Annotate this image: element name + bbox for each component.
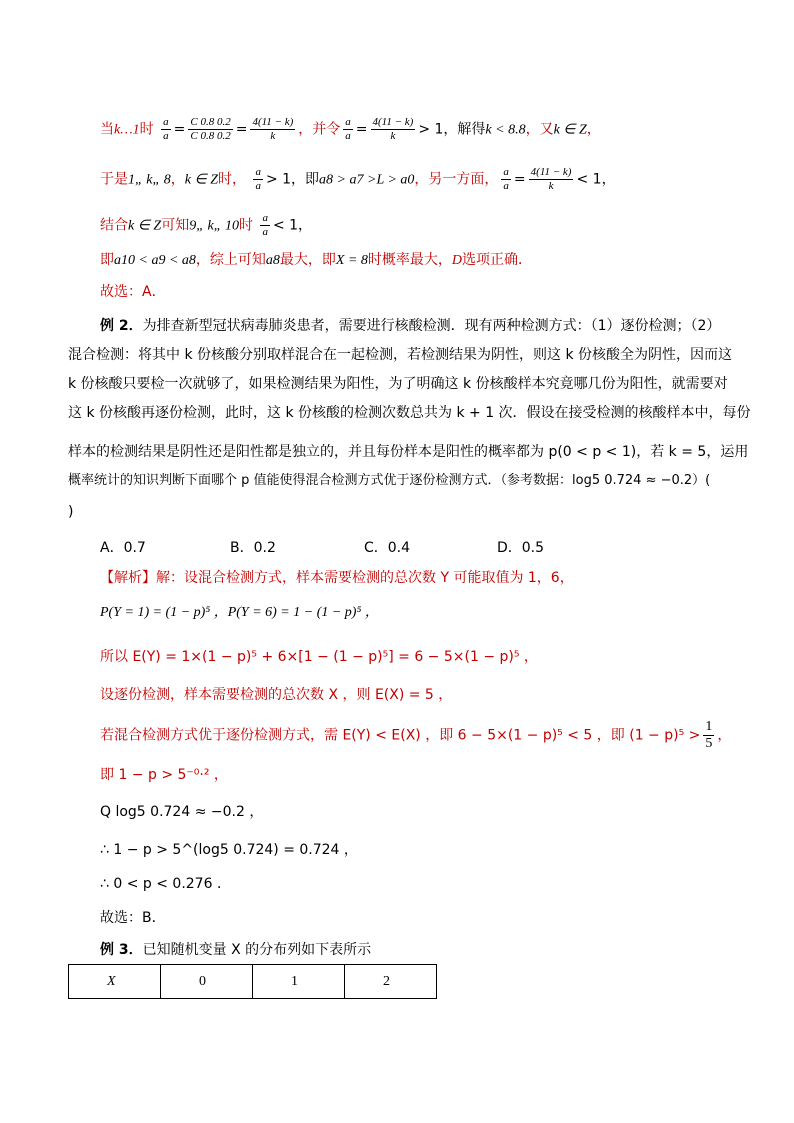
fraction xyxy=(371,116,416,143)
example-label: 例 2． xyxy=(100,318,143,334)
math-expr: k ∈ Z xyxy=(553,122,587,138)
denominator: k xyxy=(548,180,554,192)
numerator: 4(11 − k) xyxy=(530,166,572,178)
analysis-tag: 【解析】 xyxy=(100,570,156,586)
text: 时 xyxy=(239,217,253,234)
denominator: k xyxy=(390,130,396,142)
denominator: a xyxy=(255,180,261,192)
fraction xyxy=(250,116,295,143)
example-2-paragraph-3: k 份核酸只要检一次就够了，如果检测结果为阳性，为了明确这 k 份核酸样本究竟哪几份为阳性，就需要对 xyxy=(68,376,728,392)
text: = xyxy=(355,121,368,138)
solution-2-line-3: 所以 E(Y) = 1×(1 − p)⁵ + 6×[1 − (1 − p)⁵] = 6 − 5×(1 − p)⁵ ， xyxy=(100,649,538,665)
numerator: 4(11 − k) xyxy=(372,116,414,128)
numerator: a xyxy=(345,116,351,128)
option-b: B．0.2 xyxy=(230,540,276,556)
example-3-paragraph xyxy=(100,940,371,960)
text: ，综上可知 xyxy=(195,252,266,268)
text: 于是 xyxy=(100,171,128,188)
example-2-paragraph-4: 这 k 份核酸再逐份检测，此时，这 k 份核酸的检测次数总共为 k + 1 次．假设在接受检测的核酸样本中，每份 xyxy=(68,405,751,421)
math-expr: k ∈ Z xyxy=(128,218,162,234)
denominator: a xyxy=(262,226,268,238)
table-cell: 0 xyxy=(161,965,253,999)
math-expr: a8 > a7 >L > a0 xyxy=(319,172,415,188)
answer-line: 故选：A． xyxy=(100,284,166,300)
math-expr: 9„ k„ 10 xyxy=(189,218,239,234)
text: 时， xyxy=(218,171,246,188)
fraction xyxy=(161,116,171,143)
text: ，另一方面， xyxy=(414,171,499,188)
math-expr: a10 < a9 < a8 xyxy=(114,253,196,268)
fraction xyxy=(188,116,232,143)
math-expr: D xyxy=(451,253,463,268)
text: 即 xyxy=(100,252,114,268)
numerator: C 0.8 0.2 xyxy=(190,116,231,128)
text: ， xyxy=(586,121,601,138)
math-expr: k ∈ Z xyxy=(184,172,218,188)
solution-line-2 xyxy=(100,166,616,193)
example-2-paragraph-1 xyxy=(100,316,720,336)
text: 选项正确． xyxy=(462,252,533,268)
math-expr: k…1 xyxy=(114,122,140,138)
fraction xyxy=(529,166,574,193)
text: 当 xyxy=(100,121,114,138)
numerator: a xyxy=(255,166,261,178)
solution-2-line-5 xyxy=(100,719,731,752)
text: < 1， xyxy=(272,217,313,234)
answer-line-2: 故选：B． xyxy=(100,910,166,926)
solution-line-3 xyxy=(100,212,312,239)
text: 可知 xyxy=(161,217,190,234)
text: ， xyxy=(170,171,185,188)
text: < 1， xyxy=(576,171,616,188)
text: 结合 xyxy=(100,217,128,234)
fraction xyxy=(501,166,511,193)
denominator: k xyxy=(270,130,276,142)
solution-2-line-8: ∴ 1 − p > 5^(log5 0.724) = 0.724 ， xyxy=(100,842,358,858)
table-row xyxy=(69,965,437,999)
text: = xyxy=(513,171,526,188)
distribution-table xyxy=(68,964,437,999)
numerator: 4(11 − k) xyxy=(252,116,294,128)
text: 为排查新型冠状病毒肺炎患者，需要进行核酸检测．现有两种检测方式：（1）逐份检测；（2） xyxy=(142,318,721,334)
denominator: a xyxy=(345,130,351,142)
numerator: a xyxy=(262,212,268,224)
fraction xyxy=(260,212,270,239)
table-cell: X xyxy=(69,965,161,999)
text: 最大，即 xyxy=(279,252,336,268)
solution-2-line-2: P(Y = 1) = (1 − p)⁵ ，P(Y = 6) = 1 − (1 − p)⁵ ， xyxy=(100,605,379,620)
denominator: C 0.8 0.2 xyxy=(190,130,231,142)
solution-2-line-9: ∴ 0 < p < 0.276 ． xyxy=(100,876,231,892)
example-2-paragraph-2: 混合检测：将其中 k 份核酸分别取样混合在一起检测，若检测结果为阴性，则这 k 份核酸全为阴性，因而这 xyxy=(68,347,733,363)
option-c: C．0.4 xyxy=(364,540,411,556)
math-expr: k < 8.8 xyxy=(485,122,526,138)
denominator: a xyxy=(163,130,169,142)
example-2-paragraph-6: 概率统计的知识判断下面哪个 p 值能使得混合检测方式优于逐份检测方式．（参考数据：log5 0.724 ≈ −0.2）( xyxy=(68,473,711,488)
example-label: 例 3． xyxy=(100,942,143,958)
math-expr: X = 8 xyxy=(335,253,368,268)
text: 若混合检测方式优于逐份检测方式，需 E(Y) < E(X) ，即 6 − 5×(1 − p)⁵ < 5 ，即 (1 − p)⁵ > xyxy=(100,727,701,744)
fraction xyxy=(703,719,714,752)
text: > 1，即 xyxy=(265,171,320,188)
solution-2-line-4: 设逐份检测，样本需要检测的总次数 X ，则 E(X) = 5 ， xyxy=(100,687,453,703)
text: ，并令 xyxy=(298,121,341,138)
table-cell: 1 xyxy=(253,965,345,999)
text: ， xyxy=(717,727,732,744)
denominator: a xyxy=(503,180,509,192)
numerator: 1 xyxy=(705,719,713,734)
solution-2-line-1 xyxy=(100,568,574,588)
text: 解：设混合检测方式，样本需要检测的总次数 Y 可能取值为 1，6， xyxy=(156,570,574,586)
example-2-paragraph-5: 样本的检测结果是阴性还是阳性都是独立的，并且每份样本是阳性的概率都为 p(0 < p < 1)，若 k = 5，运用 xyxy=(68,444,749,460)
option-d: D．0.5 xyxy=(497,540,545,556)
text: 时概率最大， xyxy=(367,252,452,268)
math-expr: a8 xyxy=(265,253,280,268)
solution-2-line-6: 即 1 − p > 5⁻⁰·² ， xyxy=(100,767,228,783)
numerator: a xyxy=(163,116,169,128)
option-a: A．0.7 xyxy=(100,540,146,556)
fraction xyxy=(343,116,353,143)
text: 时 xyxy=(139,121,154,138)
solution-line-4 xyxy=(100,250,532,271)
table-cell: 2 xyxy=(345,965,437,999)
text: ，又 xyxy=(525,121,554,138)
example-2-paragraph-7: ) xyxy=(68,504,74,520)
solution-line-1: 当k…1时 $\frac{a}{a}$ = $\frac{C 0.8 0.2}{C 0.8 0.2}$ = $\frac{4(11 - k)}{k}$ ，并令 $\frac{a}{a}$ = $\frac{4(11 - k)}{k}$ > 1，解得k < 8.8，又k ∈ Z， xyxy=(100,116,601,142)
numerator: a xyxy=(503,166,509,178)
solution-2-line-7: Q log5 0.724 ≈ −0.2 ， xyxy=(100,804,264,820)
denominator: 5 xyxy=(705,736,713,751)
text: 已知随机变量 X 的分布列如下表所示 xyxy=(142,942,372,958)
math-expr: 1„ k„ 8 xyxy=(128,172,171,188)
text: > 1，解得 xyxy=(418,121,486,138)
fraction xyxy=(253,166,263,193)
